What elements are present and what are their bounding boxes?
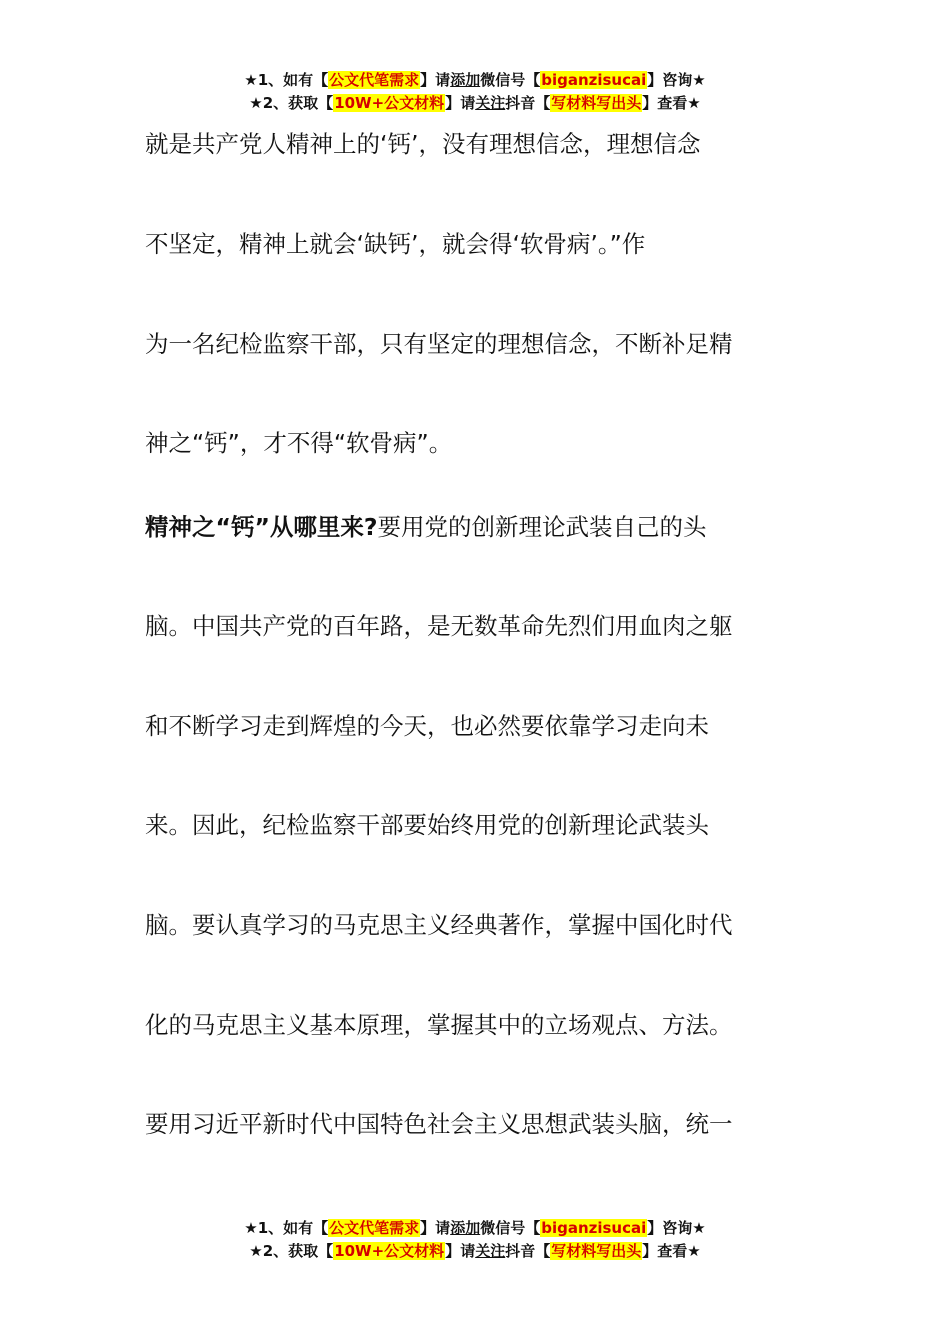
footer-line-2-underline: 关注: [475, 1242, 506, 1260]
footer-line-2-highlight-douyin: 写材料写出头: [551, 1242, 642, 1260]
header-line-2: [0, 92, 950, 115]
header-line-1-pre: ★1、如有【: [244, 71, 329, 89]
footer-line-2-highlight-materials: 10W+公文材料: [334, 1242, 445, 1260]
footer-line-2-post: 】查看★: [642, 1242, 701, 1260]
paragraph-2-lead-question: 精神之“钙”从哪里来?: [145, 513, 378, 541]
footer-line-1-post: 】咨询★: [647, 1219, 706, 1237]
footer-line-2-mid2: 抖音【: [505, 1242, 551, 1260]
paragraph-2-line-5: 脑。要认真学习的马克思主义经典著作，掌握中国化时代: [145, 911, 733, 939]
paragraph-2-first-rest: 要用党的创新理论武装自己的头: [377, 513, 707, 541]
paragraph-2-line-4: 来。因此，纪检监察干部要始终用党的创新理论武装头: [145, 811, 709, 839]
footer-line-2: [0, 1240, 950, 1263]
header-line-1-post: 】咨询★: [647, 71, 706, 89]
body-line-3: 为一名纪检监察干部，只有坚定的理想信念，不断补足精: [145, 330, 733, 358]
header-line-2-underline: 关注: [475, 94, 506, 112]
paragraph-2-line-7: 要用习近平新时代中国特色社会主义思想武装头脑，统一: [145, 1110, 733, 1138]
header-line-2-post: 】查看★: [642, 94, 701, 112]
header-line-2-highlight-materials: 10W+公文材料: [334, 94, 445, 112]
paragraph-2-line-2: 脑。中国共产党的百年路，是无数革命先烈们用血肉之躯: [145, 612, 733, 640]
body-line-1: 就是共产党人精神上的‘钙’，没有理想信念，理想信念: [145, 130, 701, 158]
header-line-2-pre: ★2、获取【: [249, 94, 334, 112]
body-line-4: 神之“钙”，才不得“软骨病”。: [145, 429, 453, 457]
footer-banner: [0, 1217, 950, 1263]
header-line-1-highlight-wechat: biganzisucai: [541, 71, 647, 89]
footer-line-2-pre: ★2、获取【: [249, 1242, 334, 1260]
footer-line-1-mid1: 】请: [420, 1219, 451, 1237]
header-line-1-underline: 添加: [450, 71, 481, 89]
footer-line-1-highlight-service: 公文代笔需求: [329, 1219, 420, 1237]
header-line-2-mid2: 抖音【: [505, 94, 551, 112]
paragraph-2-line-6: 化的马克思主义基本原理，掌握其中的立场观点、方法。: [145, 1011, 733, 1039]
footer-line-1-pre: ★1、如有【: [244, 1219, 329, 1237]
header-line-1: [0, 69, 950, 92]
header-line-1-mid2: 微信号【: [480, 71, 541, 89]
footer-line-1-mid2: 微信号【: [480, 1219, 541, 1237]
header-line-1-mid1: 】请: [420, 71, 451, 89]
header-banner: [0, 69, 950, 115]
body-line-2: 不坚定，精神上就会‘缺钙’，就会得‘软骨病’。”作: [145, 230, 646, 258]
header-line-2-mid1: 】请: [445, 94, 476, 112]
paragraph-2-line-3: 和不断学习走到辉煌的今天，也必然要依靠学习走向未: [145, 712, 709, 740]
footer-line-1-underline: 添加: [450, 1219, 481, 1237]
footer-line-2-mid1: 】请: [445, 1242, 476, 1260]
footer-line-1: [0, 1217, 950, 1240]
header-line-1-highlight-service: 公文代笔需求: [329, 71, 420, 89]
footer-line-1-highlight-wechat: biganzisucai: [541, 1219, 647, 1237]
header-line-2-highlight-douyin: 写材料写出头: [551, 94, 642, 112]
paragraph-2-first-line: [145, 511, 785, 543]
